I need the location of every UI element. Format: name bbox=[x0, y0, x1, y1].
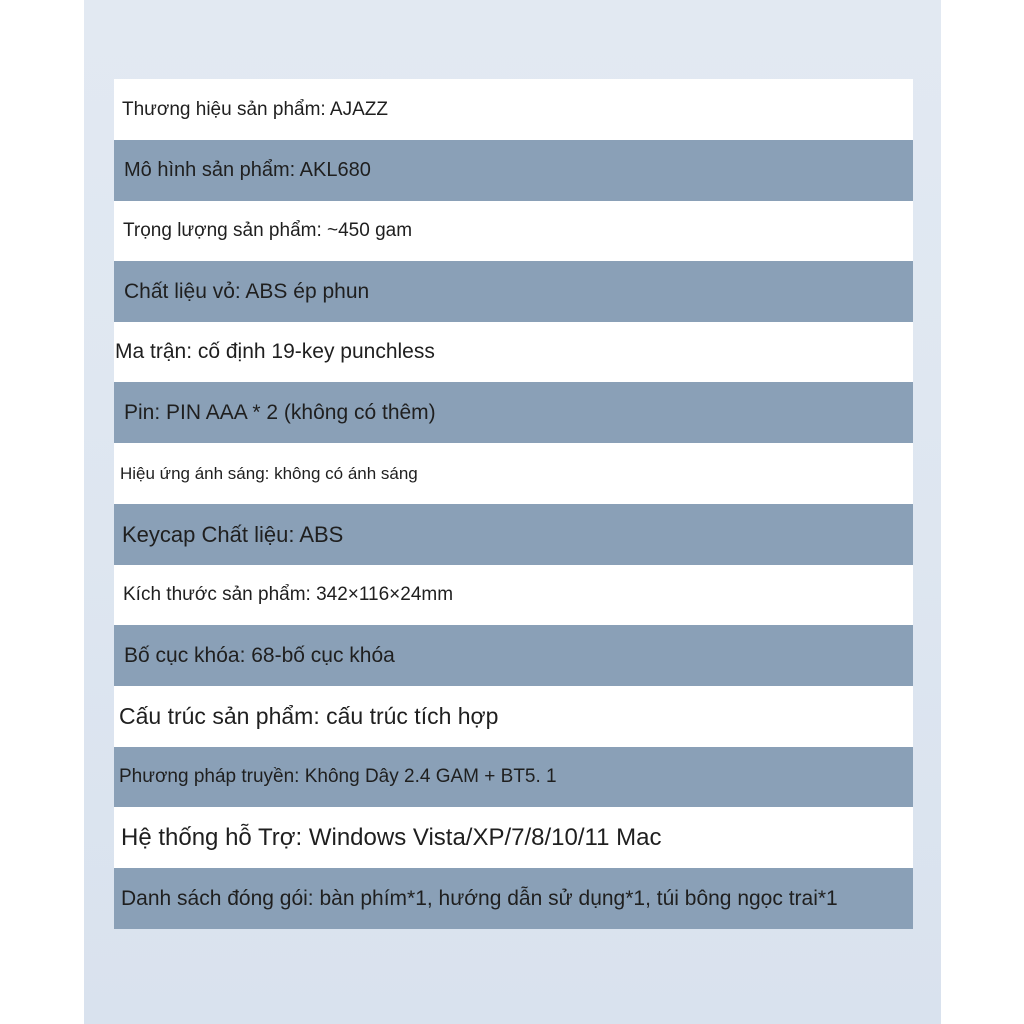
spec-row-system-support bbox=[114, 807, 913, 868]
spec-row-brand bbox=[114, 79, 913, 140]
spec-text-battery: Pin: PIN AAA * 2 (không có thêm) bbox=[124, 400, 436, 424]
spec-text-keycap-material: Keycap Chất liệu: ABS bbox=[122, 521, 344, 547]
spec-text-brand: Thương hiệu sản phẩm: AJAZZ bbox=[122, 98, 388, 120]
spec-text-package-list: Danh sách đóng gói: bàn phím*1, hướng dẫn sử dụng*1, túi bông ngọc trai*1 bbox=[121, 886, 838, 910]
spec-row-model bbox=[114, 140, 913, 201]
spec-row-package-list bbox=[114, 868, 913, 929]
spec-text-shell-material: Chất liệu vỏ: ABS ép phun bbox=[124, 279, 370, 303]
spec-row-dimensions bbox=[114, 565, 913, 625]
spec-text-structure: Cấu trúc sản phẩm: cấu trúc tích hợp bbox=[119, 703, 499, 729]
spec-text-transmission: Phương pháp truyền: Không Dây 2.4 GAM + BT5. 1 bbox=[119, 766, 557, 787]
spec-text-model: Mô hình sản phẩm: AKL680 bbox=[124, 159, 371, 181]
spec-row-lighting bbox=[114, 443, 913, 504]
spec-row-shell-material bbox=[114, 261, 913, 322]
spec-text-dimensions: Kích thước sản phẩm: 342×116×24mm bbox=[123, 584, 454, 605]
spec-text-weight: Trọng lượng sản phẩm: ~450 gam bbox=[123, 220, 413, 241]
spec-row-transmission bbox=[114, 747, 913, 807]
spec-text-lighting: Hiệu ứng ánh sáng: không có ánh sáng bbox=[120, 463, 418, 483]
spec-table bbox=[114, 79, 913, 929]
spec-row-battery bbox=[114, 382, 913, 443]
spec-row-key-layout bbox=[114, 625, 913, 686]
spec-text-system-support: Hệ thống hỗ Trợ: Windows Vista/XP/7/8/10/11 Mac bbox=[121, 823, 662, 851]
spec-row-matrix bbox=[114, 322, 913, 382]
spec-row-structure bbox=[114, 686, 913, 747]
spec-row-keycap-material bbox=[114, 504, 913, 565]
spec-row-weight bbox=[114, 201, 913, 261]
spec-text-matrix: Ma trận: cố định 19-key punchless bbox=[115, 340, 435, 363]
spec-text-key-layout: Bố cục khóa: 68-bố cục khóa bbox=[124, 643, 395, 667]
